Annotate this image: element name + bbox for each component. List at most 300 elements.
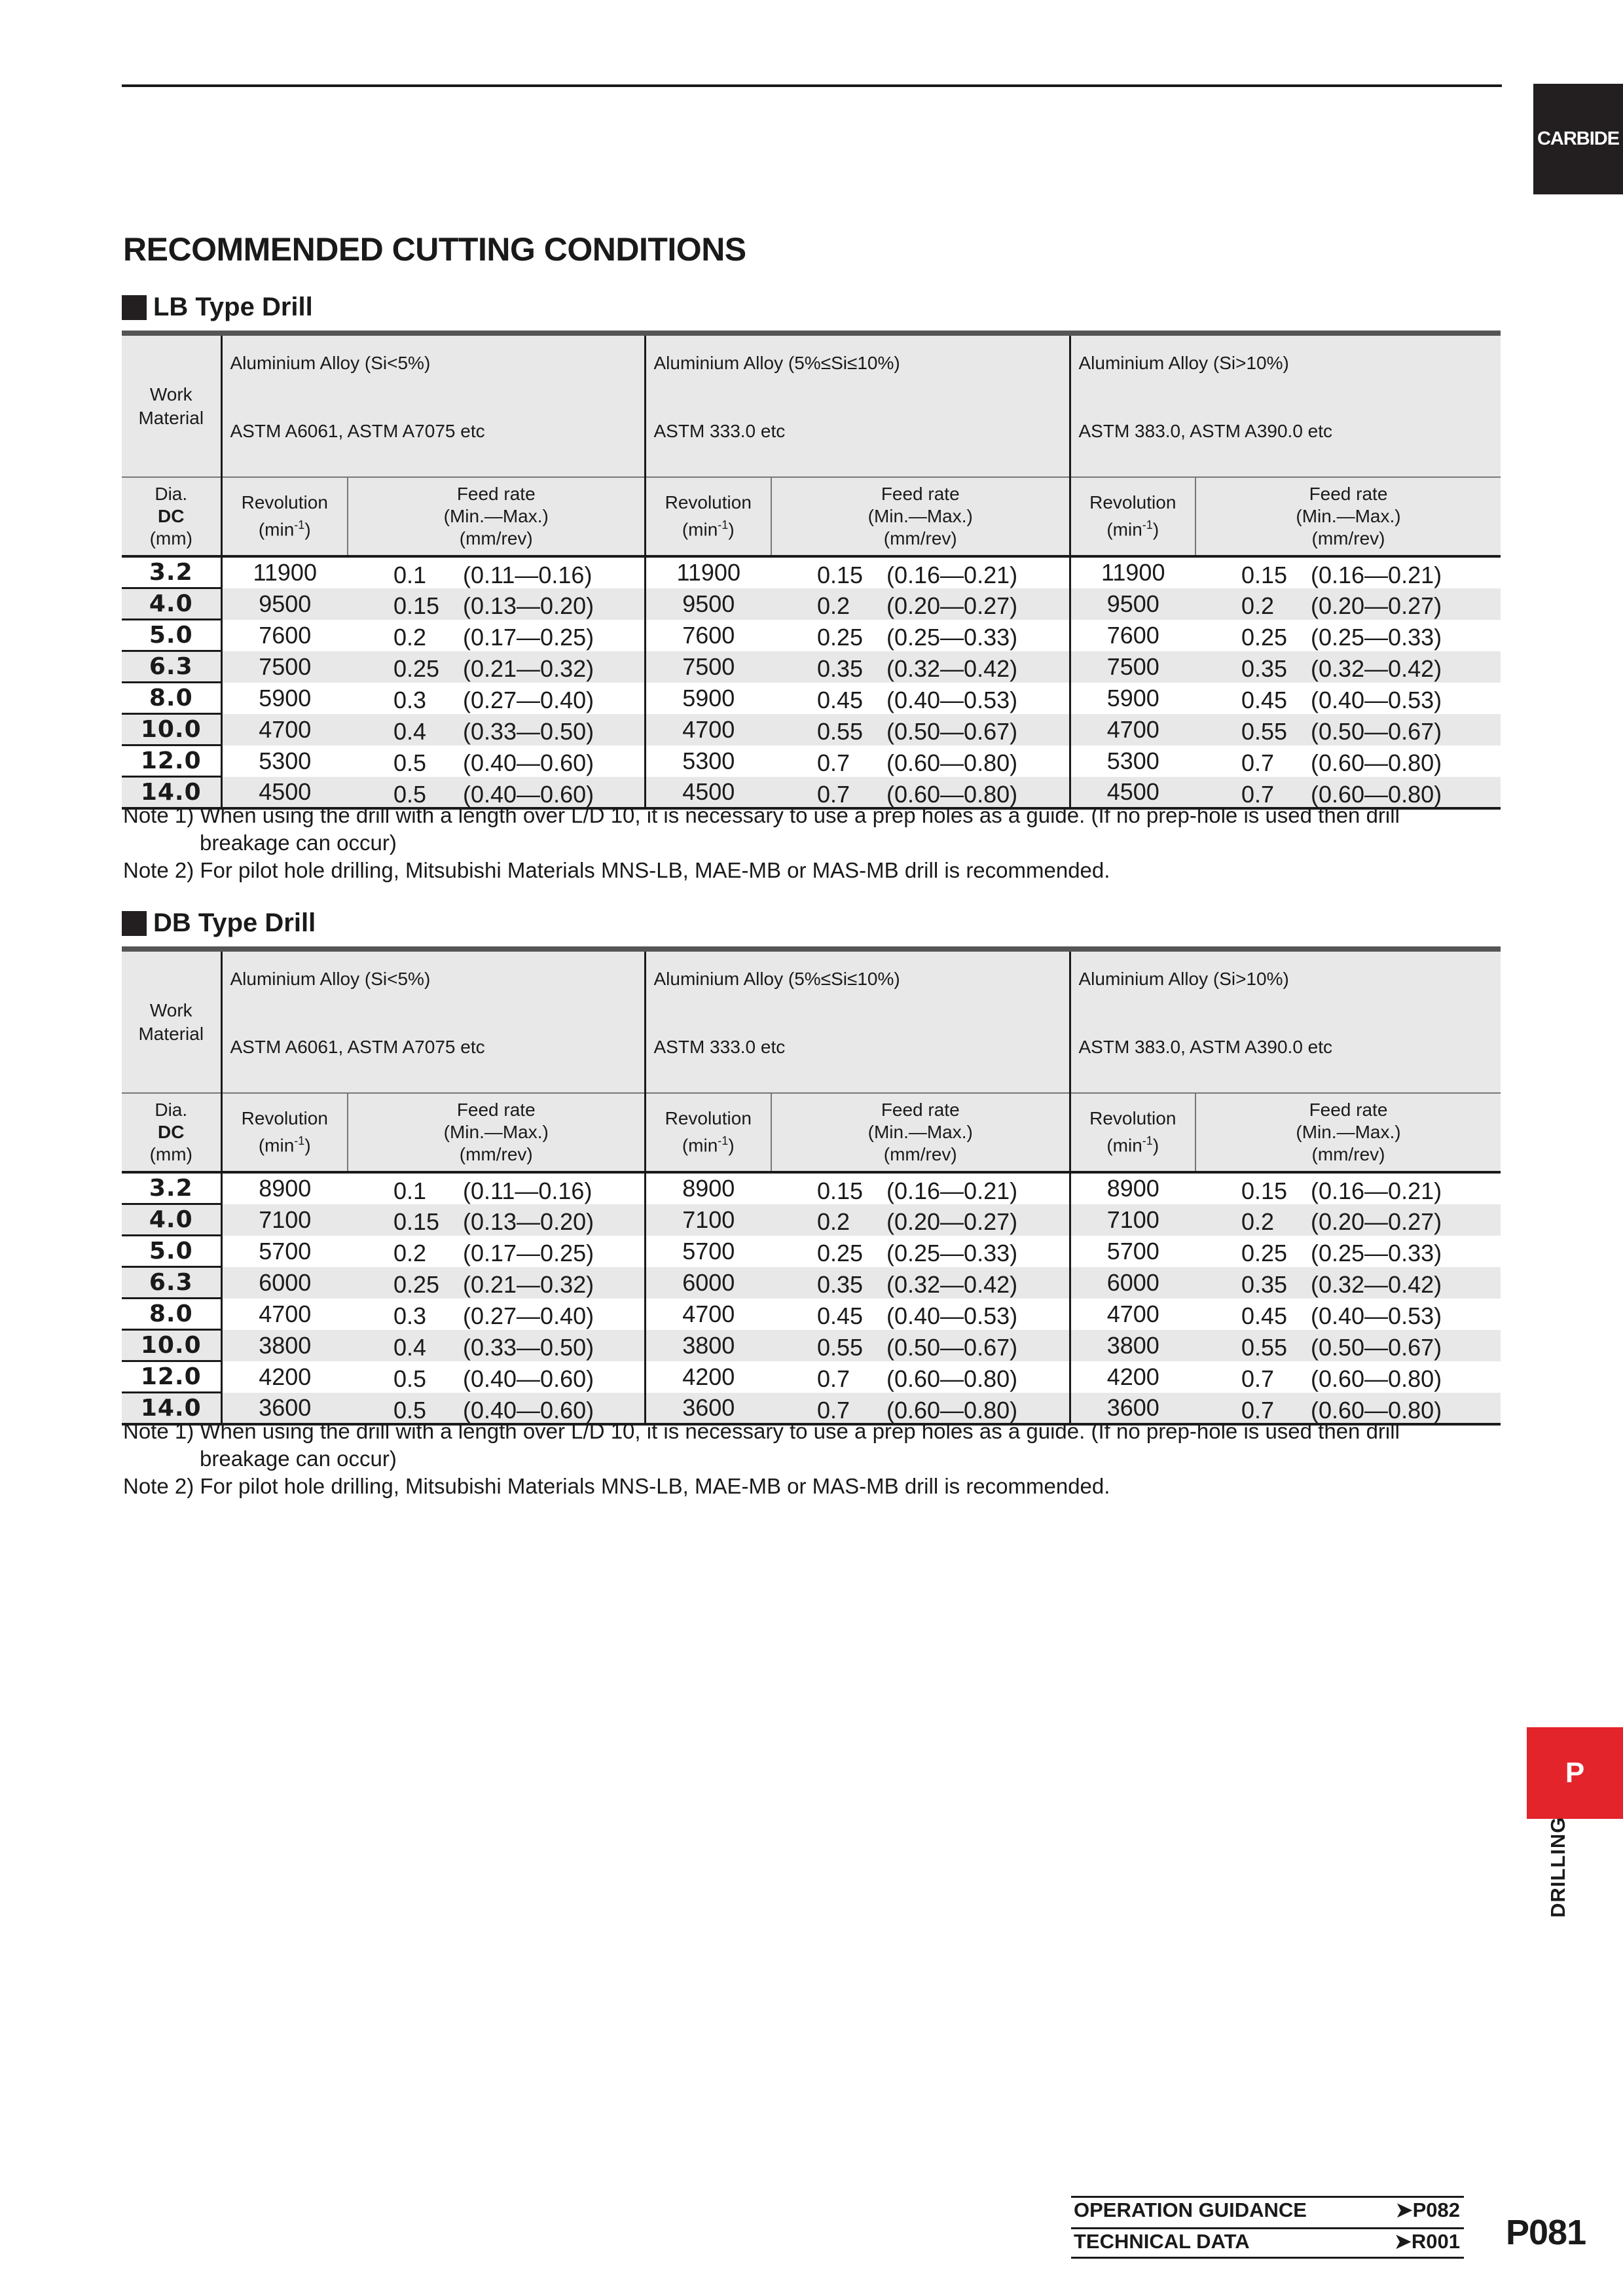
revolution-unit-text: (min	[258, 519, 295, 540]
feed-value: 0.7	[1241, 1365, 1275, 1392]
feed-range: (0.13―0.20)	[463, 1208, 594, 1235]
revolution-cell: 7500	[221, 651, 348, 683]
section-title-db	[122, 908, 316, 938]
feed-range: (0.32―0.42)	[1311, 655, 1442, 682]
revolution-header	[221, 1093, 348, 1172]
feed-range: (0.50―0.67)	[1311, 717, 1442, 745]
feed-value: 0.7	[817, 1365, 850, 1392]
revolution-cell: 5300	[1070, 745, 1195, 777]
revolution-cell: 4200	[221, 1361, 348, 1393]
dia-cell: 8.0	[122, 683, 221, 714]
feed-cell	[771, 1204, 1070, 1236]
feed-cell	[771, 620, 1070, 651]
revolution-header-line: Revolution	[1089, 1108, 1176, 1129]
table-row	[122, 1236, 1501, 1267]
revolution-cell: 7600	[221, 620, 348, 651]
column-header-row	[122, 477, 1501, 556]
revolution-cell: 4700	[645, 1299, 771, 1330]
revolution-unit-text: (min	[1106, 1135, 1142, 1156]
material-cell	[1070, 333, 1501, 477]
footer-rule	[1071, 2196, 1464, 2198]
material-cell	[221, 333, 645, 477]
revolution-cell: 9500	[645, 588, 771, 620]
table-row	[122, 1330, 1501, 1361]
work-material-label-line: Work	[149, 999, 192, 1020]
feed-range: (0.60―0.80)	[1311, 749, 1442, 776]
dia-header-line: (mm)	[149, 1144, 192, 1164]
feed-cell	[348, 588, 645, 620]
feed-range: (0.32―0.42)	[886, 1270, 1018, 1298]
dia-cell: 12.0	[122, 1361, 221, 1393]
revolution-cell: 7600	[1070, 620, 1195, 651]
feed-header-line: (Min.―Max.)	[1296, 506, 1401, 526]
revolution-unit-text: (min	[1106, 519, 1142, 540]
footer-link-label: TECHNICAL DATA	[1074, 2230, 1250, 2253]
revolution-cell: 4500	[221, 777, 348, 809]
feed-cell	[1195, 1236, 1501, 1267]
revolution-unit-text: (min	[682, 1135, 718, 1156]
feed-range: (0.50―0.67)	[886, 717, 1018, 745]
feed-range: (0.40―0.53)	[886, 1302, 1018, 1329]
feed-header-line: Feed rate	[1309, 484, 1388, 504]
feed-value: 0.15	[817, 562, 864, 588]
feed-value: 0.25	[1241, 623, 1288, 651]
dia-header-line: Dia.	[155, 484, 188, 504]
feed-value: 0.25	[1241, 1239, 1288, 1266]
feed-cell	[1195, 1330, 1501, 1361]
note-1-cont: breakage can occur)	[200, 1446, 397, 1471]
feed-range: (0.11―0.16)	[463, 562, 593, 588]
revolution-cell: 4500	[645, 777, 771, 809]
feed-range: (0.27―0.40)	[463, 686, 594, 713]
revolution-cell: 5700	[645, 1236, 771, 1267]
feed-cell	[771, 651, 1070, 683]
feed-header-line: (Min.―Max.)	[867, 506, 973, 526]
revolution-unit-text: (min	[258, 1135, 295, 1156]
feed-range: (0.20―0.27)	[1311, 592, 1442, 619]
feed-cell	[771, 1299, 1070, 1330]
feed-range: (0.33―0.50)	[463, 717, 594, 745]
feed-value: 0.7	[817, 1396, 850, 1424]
material-name: Aluminium Alloy (5%≤Si≤10%)	[653, 969, 900, 989]
revolution-cell: 5700	[221, 1236, 348, 1267]
work-material-label	[122, 949, 221, 1093]
table-row	[122, 1361, 1501, 1393]
revolution-unit-close: )	[1152, 519, 1159, 540]
feed-value: 0.7	[1241, 1396, 1275, 1424]
revolution-cell: 5700	[1070, 1236, 1195, 1267]
revolution-cell: 3800	[221, 1330, 348, 1361]
material-standard: ASTM A6061, ASTM A7075 etc	[230, 1037, 485, 1057]
revolution-cell: 5900	[221, 683, 348, 714]
feed-value: 0.25	[393, 655, 440, 682]
dia-cell: 4.0	[122, 1204, 221, 1236]
feed-cell	[771, 588, 1070, 620]
revolution-cell: 6000	[645, 1267, 771, 1299]
revolution-cell: 4700	[645, 714, 771, 745]
revolution-cell: 4700	[1070, 1299, 1195, 1330]
feed-cell	[1195, 683, 1501, 714]
feed-cell	[348, 556, 645, 588]
feed-header-line: (mm/rev)	[459, 1144, 533, 1164]
dia-cell: 14.0	[122, 777, 221, 809]
feed-value: 0.15	[1241, 562, 1288, 588]
revolution-cell: 3600	[221, 1393, 348, 1425]
feed-range: (0.32―0.42)	[1311, 1270, 1442, 1298]
revolution-unit-exp: -1	[718, 518, 729, 532]
feed-range: (0.11―0.16)	[463, 1177, 593, 1204]
feed-rate-header	[348, 1093, 645, 1172]
feed-value: 0.3	[393, 1302, 427, 1329]
feed-value: 0.2	[1241, 592, 1275, 619]
feed-range: (0.50―0.67)	[1311, 1333, 1442, 1361]
revolution-unit	[1071, 1130, 1195, 1157]
revolution-cell: 4200	[645, 1361, 771, 1393]
revolution-unit-exp: -1	[1142, 518, 1153, 532]
feed-value: 0.35	[817, 1270, 864, 1298]
feed-cell	[771, 1172, 1070, 1204]
revolution-header-line: Revolution	[665, 1108, 752, 1129]
feed-header-line: (Min.―Max.)	[867, 1122, 973, 1142]
revolution-cell: 7100	[645, 1204, 771, 1236]
note-2: Note 2) For pilot hole drilling, Mitsubishi Materials MNS-LB, MAE-MB or MAS-MB drill is recommended.	[123, 858, 1110, 882]
feed-range: (0.16―0.21)	[1311, 562, 1442, 588]
dia-header-line: Dia.	[155, 1100, 188, 1120]
feed-header-line: (mm/rev)	[1311, 528, 1385, 548]
revolution-cell: 4700	[221, 1299, 348, 1330]
feed-header-line: (mm/rev)	[883, 1144, 957, 1164]
feed-cell	[771, 745, 1070, 777]
dia-cell: 4.0	[122, 588, 221, 620]
feed-range: (0.32―0.42)	[886, 655, 1018, 682]
feed-value: 0.7	[817, 780, 850, 808]
work-material-label-line: Work	[149, 384, 192, 404]
material-standard: ASTM 333.0 etc	[653, 1037, 786, 1057]
feed-value: 0.45	[1241, 1302, 1288, 1329]
revolution-unit	[646, 1130, 771, 1157]
feed-header-line: Feed rate	[881, 1100, 960, 1120]
revolution-cell: 4500	[1070, 777, 1195, 809]
table-row	[122, 1267, 1501, 1299]
table-row	[122, 556, 1501, 588]
feed-cell	[348, 745, 645, 777]
carbide-tab[interactable]: CARBIDE	[1533, 84, 1623, 194]
feed-range: (0.40―0.60)	[463, 749, 594, 776]
feed-value: 0.35	[1241, 655, 1288, 682]
feed-value: 0.5	[393, 1365, 427, 1392]
revolution-unit	[223, 514, 348, 541]
feed-range: (0.25―0.33)	[1311, 623, 1442, 651]
revolution-cell: 11900	[1070, 556, 1195, 588]
feed-value: 0.7	[817, 749, 850, 776]
work-material-row	[122, 949, 1501, 1093]
section-title-text: LB Type Drill	[153, 293, 313, 321]
feed-cell	[348, 1330, 645, 1361]
feed-cell	[771, 1236, 1070, 1267]
feed-range: (0.25―0.33)	[886, 1239, 1018, 1266]
revolution-unit	[223, 1130, 348, 1157]
dia-cell: 8.0	[122, 1299, 221, 1330]
feed-range: (0.60―0.80)	[886, 1365, 1018, 1392]
dia-header-line: DC	[158, 1122, 185, 1142]
section-title-lb	[122, 293, 313, 322]
feed-value: 0.2	[817, 1208, 850, 1235]
feed-cell	[1195, 745, 1501, 777]
feed-value: 0.2	[393, 623, 427, 651]
revolution-header	[221, 477, 348, 556]
material-standard: ASTM 383.0, ASTM A390.0 etc	[1078, 421, 1333, 441]
footer-link-technical-data[interactable]	[1071, 2227, 1464, 2259]
revolution-cell: 4700	[1070, 714, 1195, 745]
feed-header-line: (Min.―Max.)	[443, 1122, 549, 1142]
feed-value: 0.15	[393, 592, 440, 619]
feed-value: 0.5	[393, 780, 427, 808]
feed-header-line: Feed rate	[881, 484, 960, 504]
feed-range: (0.25―0.33)	[886, 623, 1018, 651]
dia-header-line: (mm)	[149, 528, 192, 548]
feed-cell	[348, 683, 645, 714]
revolution-header	[645, 1093, 771, 1172]
feed-value: 0.2	[817, 592, 850, 619]
material-cell	[645, 949, 1070, 1093]
feed-cell	[771, 1330, 1070, 1361]
drilling-p-tab[interactable]: P	[1527, 1727, 1623, 1819]
revolution-cell: 7100	[1070, 1204, 1195, 1236]
feed-header-line: (mm/rev)	[1311, 1144, 1385, 1164]
feed-value: 0.55	[1241, 717, 1288, 745]
material-cell	[645, 333, 1070, 477]
dia-cell: 6.3	[122, 651, 221, 683]
table-row	[122, 1172, 1501, 1204]
feed-cell	[348, 1267, 645, 1299]
feed-rate-header	[771, 477, 1070, 556]
feed-cell	[771, 683, 1070, 714]
feed-range: (0.60―0.80)	[886, 1396, 1018, 1424]
feed-value: 0.2	[393, 1239, 427, 1266]
notes-db	[123, 1418, 1400, 1500]
revolution-cell: 5300	[221, 745, 348, 777]
note-2: Note 2) For pilot hole drilling, Mitsubishi Materials MNS-LB, MAE-MB or MAS-MB drill is recommended.	[123, 1474, 1110, 1498]
revolution-unit-close: )	[728, 1135, 735, 1156]
dia-header	[122, 1093, 221, 1172]
section-bullet-icon	[122, 911, 147, 936]
table-row	[122, 620, 1501, 651]
feed-cell	[348, 1204, 645, 1236]
feed-range: (0.21―0.32)	[463, 655, 594, 682]
footer-link-ref: ➤R001	[1394, 2230, 1460, 2253]
feed-range: (0.33―0.50)	[463, 1333, 594, 1361]
revolution-unit-exp: -1	[294, 1134, 305, 1148]
feed-value: 0.55	[817, 1333, 864, 1361]
material-standard: ASTM 333.0 etc	[653, 421, 786, 441]
work-material-label	[122, 333, 221, 477]
feed-rate-header	[1195, 1093, 1501, 1172]
revolution-cell: 4700	[221, 714, 348, 745]
revolution-unit-exp: -1	[718, 1134, 729, 1148]
dia-cell: 3.2	[122, 1172, 221, 1204]
feed-cell	[1195, 1299, 1501, 1330]
feed-value: 0.5	[393, 1396, 427, 1424]
revolution-cell: 5900	[645, 683, 771, 714]
feed-range: (0.17―0.25)	[463, 1239, 594, 1266]
feed-range: (0.40―0.53)	[886, 686, 1018, 713]
dia-cell: 3.2	[122, 556, 221, 588]
material-name: Aluminium Alloy (Si<5%)	[230, 969, 431, 989]
revolution-unit-close: )	[304, 519, 311, 540]
feed-range: (0.13―0.20)	[463, 592, 594, 619]
revolution-cell: 8900	[645, 1172, 771, 1204]
feed-range: (0.40―0.60)	[463, 1365, 594, 1392]
revolution-cell: 7500	[645, 651, 771, 683]
revolution-cell: 6000	[1070, 1267, 1195, 1299]
column-header-row	[122, 1093, 1501, 1172]
revolution-cell: 7100	[221, 1204, 348, 1236]
table-row	[122, 588, 1501, 620]
revolution-cell: 9500	[1070, 588, 1195, 620]
revolution-header	[1070, 477, 1195, 556]
note-1-cont: breakage can occur)	[200, 831, 397, 855]
feed-value: 0.55	[817, 717, 864, 745]
footer-rule	[1071, 2227, 1464, 2229]
feed-cell	[348, 1361, 645, 1393]
feed-range: (0.20―0.27)	[886, 1208, 1018, 1235]
revolution-header-line: Revolution	[1089, 492, 1176, 513]
top-rule	[122, 84, 1502, 87]
section-bullet-icon	[122, 295, 147, 320]
feed-cell	[1195, 1172, 1501, 1204]
feed-range: (0.60―0.80)	[886, 780, 1018, 808]
feed-range: (0.16―0.21)	[886, 1177, 1018, 1204]
feed-value: 0.4	[393, 717, 427, 745]
dia-cell: 10.0	[122, 1330, 221, 1361]
revolution-header-line: Revolution	[241, 492, 328, 513]
feed-header-line: Feed rate	[1309, 1100, 1388, 1120]
feed-cell	[1195, 651, 1501, 683]
work-material-label-line: Material	[138, 1023, 204, 1044]
revolution-cell: 11900	[221, 556, 348, 588]
material-standard: ASTM A6061, ASTM A7075 etc	[230, 421, 485, 441]
feed-cell	[348, 651, 645, 683]
footer-link-operation-guidance[interactable]	[1071, 2196, 1464, 2227]
table-row	[122, 683, 1501, 714]
feed-value: 0.3	[393, 686, 427, 713]
feed-rate-header	[348, 477, 645, 556]
feed-cell	[771, 1267, 1070, 1299]
feed-cell	[771, 714, 1070, 745]
feed-range: (0.40―0.53)	[1311, 686, 1442, 713]
feed-cell	[348, 1236, 645, 1267]
revolution-cell: 3600	[645, 1393, 771, 1425]
section-title-text: DB Type Drill	[153, 908, 316, 937]
feed-value: 0.4	[393, 1333, 427, 1361]
feed-cell	[348, 620, 645, 651]
feed-value: 0.15	[393, 1208, 440, 1235]
feed-range: (0.20―0.27)	[1311, 1208, 1442, 1235]
revolution-unit-exp: -1	[1142, 1134, 1153, 1148]
feed-header-line: (Min.―Max.)	[443, 506, 549, 526]
dia-cell: 14.0	[122, 1393, 221, 1425]
page-number: P081	[1506, 2213, 1586, 2252]
feed-cell	[1195, 1267, 1501, 1299]
material-standard: ASTM 383.0, ASTM A390.0 etc	[1078, 1037, 1333, 1057]
revolution-cell: 4200	[1070, 1361, 1195, 1393]
feed-cell	[771, 556, 1070, 588]
feed-value: 0.35	[817, 655, 864, 682]
feed-cell	[1195, 1361, 1501, 1393]
revolution-unit	[1071, 514, 1195, 541]
feed-range: (0.17―0.25)	[463, 623, 594, 651]
feed-header-line: (mm/rev)	[459, 528, 533, 548]
revolution-cell: 5900	[1070, 683, 1195, 714]
notes-lb	[123, 802, 1400, 884]
revolution-header	[1070, 1093, 1195, 1172]
footer-link-ref: ➤P082	[1395, 2198, 1460, 2221]
feed-value: 0.2	[1241, 1208, 1275, 1235]
revolution-cell: 3600	[1070, 1393, 1195, 1425]
feed-cell	[1195, 588, 1501, 620]
material-name: Aluminium Alloy (Si<5%)	[230, 353, 431, 373]
feed-range: (0.16―0.21)	[886, 562, 1018, 588]
dia-cell: 5.0	[122, 1236, 221, 1267]
feed-header-line: (mm/rev)	[883, 528, 957, 548]
revolution-unit-close: )	[728, 519, 735, 540]
table-row	[122, 745, 1501, 777]
feed-value: 0.15	[817, 1177, 864, 1204]
revolution-cell: 7600	[645, 620, 771, 651]
page-title: RECOMMENDED CUTTING CONDITIONS	[123, 231, 746, 268]
revolution-unit-text: (min	[682, 519, 718, 540]
feed-range: (0.40―0.60)	[463, 1396, 594, 1424]
work-material-row	[122, 333, 1501, 477]
feed-range: (0.21―0.32)	[463, 1270, 594, 1298]
feed-cell	[1195, 1204, 1501, 1236]
feed-range: (0.40―0.53)	[1311, 1302, 1442, 1329]
table-row	[122, 651, 1501, 683]
feed-value: 0.7	[1241, 780, 1275, 808]
feed-value: 0.7	[1241, 749, 1275, 776]
feed-range: (0.60―0.80)	[886, 749, 1018, 776]
feed-value: 0.25	[817, 623, 864, 651]
footer-link-label: OPERATION GUIDANCE	[1074, 2198, 1307, 2221]
feed-cell	[348, 1172, 645, 1204]
material-cell	[221, 949, 645, 1093]
feed-range: (0.60―0.80)	[1311, 1365, 1442, 1392]
feed-value: 0.45	[817, 1302, 864, 1329]
table-row	[122, 1204, 1501, 1236]
feed-range: (0.60―0.80)	[1311, 1396, 1442, 1424]
revolution-cell: 5300	[645, 745, 771, 777]
material-name: Aluminium Alloy (Si>10%)	[1078, 969, 1289, 989]
feed-cell	[1195, 556, 1501, 588]
feed-value: 0.5	[393, 749, 427, 776]
cutting-table-db	[122, 946, 1501, 1426]
dia-cell: 5.0	[122, 620, 221, 651]
feed-header-line: Feed rate	[456, 484, 536, 504]
feed-cell	[348, 714, 645, 745]
revolution-cell: 8900	[221, 1172, 348, 1204]
revolution-unit	[646, 514, 771, 541]
revolution-unit-exp: -1	[294, 518, 305, 532]
note-1: Note 1) When using the drill with a length over L/D 10, it is necessary to use a prep holes as a guide. (If no prep-hole is used then drill	[123, 1419, 1400, 1443]
table-row	[122, 1299, 1501, 1330]
table-row	[122, 714, 1501, 745]
revolution-cell: 8900	[1070, 1172, 1195, 1204]
feed-range: (0.60―0.80)	[1311, 780, 1442, 808]
material-cell	[1070, 949, 1501, 1093]
dia-cell: 6.3	[122, 1267, 221, 1299]
revolution-cell: 7500	[1070, 651, 1195, 683]
material-name: Aluminium Alloy (Si>10%)	[1078, 353, 1289, 373]
